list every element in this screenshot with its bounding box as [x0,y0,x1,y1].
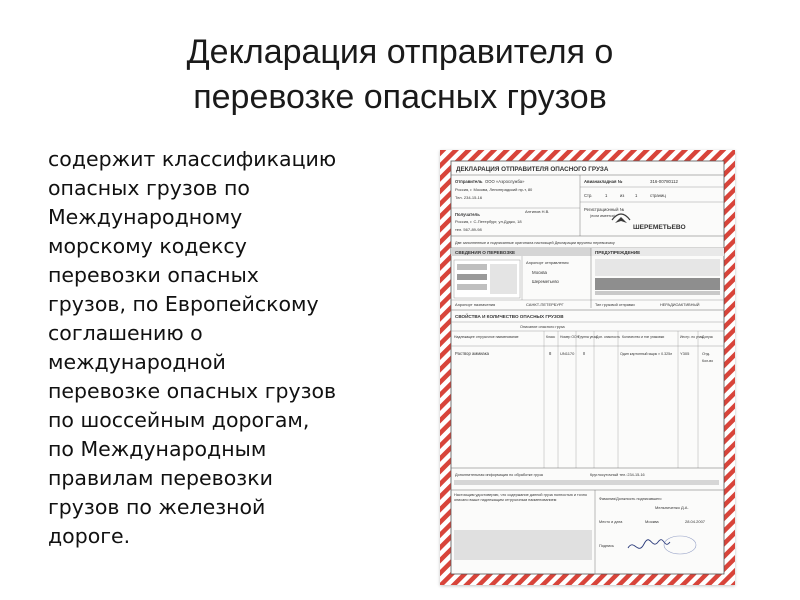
body-line: грузов по железной [48,495,266,519]
slide-title [0,30,800,120]
warning-header: ПРЕДУПРЕЖДЕНИЕ [595,250,641,255]
date-value: 28.04.2007 [685,519,706,524]
logo-text: ШЕРЕМЕТЬЕВО [633,224,686,231]
sender-name: ООО «Аэрослужба» [485,179,525,184]
registration-label: Регистрационный № [584,207,625,212]
column-header: Надлежащее отгрузочное наименование [454,335,519,339]
destination-value: САНКТ-ПЕТЕРБУРГ [526,302,564,307]
column-header: Номер ООН [560,335,580,339]
table-cell: II [583,351,586,356]
body-line: дороге. [48,524,131,548]
title-line-2: перевозке опасных грузов [193,78,607,116]
table-cell: Раствор аммиака [455,351,490,356]
body-line: международной [48,350,226,374]
properties-header: СВОЙСТВА И КОЛИЧЕСТВО ОПАСНЫХ ГРУЗОВ [455,314,564,319]
receiver-address: Россия, г. С-Петербург, ул.Дудко, 18 [455,219,522,224]
page-label: Стр. [584,193,593,198]
sender-phone: Тел. 234-15-16 [455,195,483,200]
form-heading: ДЕКЛАРАЦИЯ ОТПРАВИТЕЛЯ ОПАСНОГО ГРУЗА [456,166,609,173]
receiver-label: Получатель [455,212,480,217]
table-cell: 8 [549,351,552,356]
body-line: по шоссейным дорогам, [48,408,310,432]
column-header: Допуск [702,335,713,339]
shipment-type-value: НЕРАДИОАКТИВНЫЙ [660,303,700,307]
page-total: 1 [635,193,638,198]
column-header: Доп. опасность [596,335,621,339]
signatory-value: Мельниченко Д.А. [655,505,689,510]
body-line: соглашению о [48,321,203,345]
page-of: из [620,193,625,198]
place-value: Москва [645,519,659,524]
body-line: морскому кодексу [48,234,247,258]
body-line: опасных грузов по [48,176,250,200]
receiver-phone: тел. 567-89-98 [455,227,482,232]
signatory-label: Фамилия/Должность подписавшего [599,497,662,501]
table-cell: Один картонный ящик × 0.325л [620,352,673,356]
body-line: содержит классификацию [48,147,337,171]
shipment-type-label: Тип грузовой отправки [595,303,635,307]
destination-label: Аэропорт назначения [455,302,496,307]
title-line-1: Декларация отправителя о [186,33,614,71]
body-line: грузов, по Европейскому [48,292,319,316]
column-header: Инстр. по упак. [680,335,704,339]
departure-value: Москва [532,270,547,275]
page-number: 1 [605,193,608,198]
documents-note: Две заполненные и подписанные оригинала настоящей Декларации вручены перевозчику [455,241,615,245]
table-cell: Отд. [702,351,711,356]
pages-word: страниц [650,193,666,198]
sender-address: Россия, г. Москва, Ленинградский пр-т, 80 [455,187,533,192]
receiver-name: Антипов Н.В. [525,209,550,214]
body-line: по Международным [48,437,267,461]
body-line: перевозки опасных [48,263,259,287]
handling-value: Круглосуточный тел.:234-15-16 [590,473,645,477]
body-line: перевозке опасных грузов [48,379,337,403]
departure-label: Аэропорт отправления [526,260,569,265]
body-line: правилам перевозки [48,466,273,490]
declaration-form-image [440,150,735,585]
identification-header: Описание опасного груза [520,325,565,329]
registration-note: (если имеется) [590,214,615,218]
signature-label: Подпись [599,544,615,548]
table-cell: Кол-во [702,359,714,363]
table-cell: Y305 [680,351,690,356]
transport-header: СВЕДЕНИЯ О ПЕРЕВОЗКЕ [455,250,516,255]
awb-number: 316-00780112 [650,179,678,184]
departure-code: Шереметьево [532,279,559,284]
awb-label: Авианакладная № [584,179,623,184]
column-header: Количество и тип упаковки [622,335,665,339]
body-line: Международному [48,205,243,229]
column-header: Класс [546,335,556,339]
declaration-text: Настоящим удостоверяю, что содержание данной груза полностью и точно описано выше надлежащим отгрузочным наименованием [454,493,587,502]
slide-body-text [48,145,418,551]
table-cell: UN1170 [560,351,575,356]
place-date-label: Место и дата [599,520,623,524]
sender-label: Отправитель [455,179,483,184]
column-header: Группа упак. [578,335,598,339]
handling-label: Дополнительная информация по обработке груза [455,473,543,477]
